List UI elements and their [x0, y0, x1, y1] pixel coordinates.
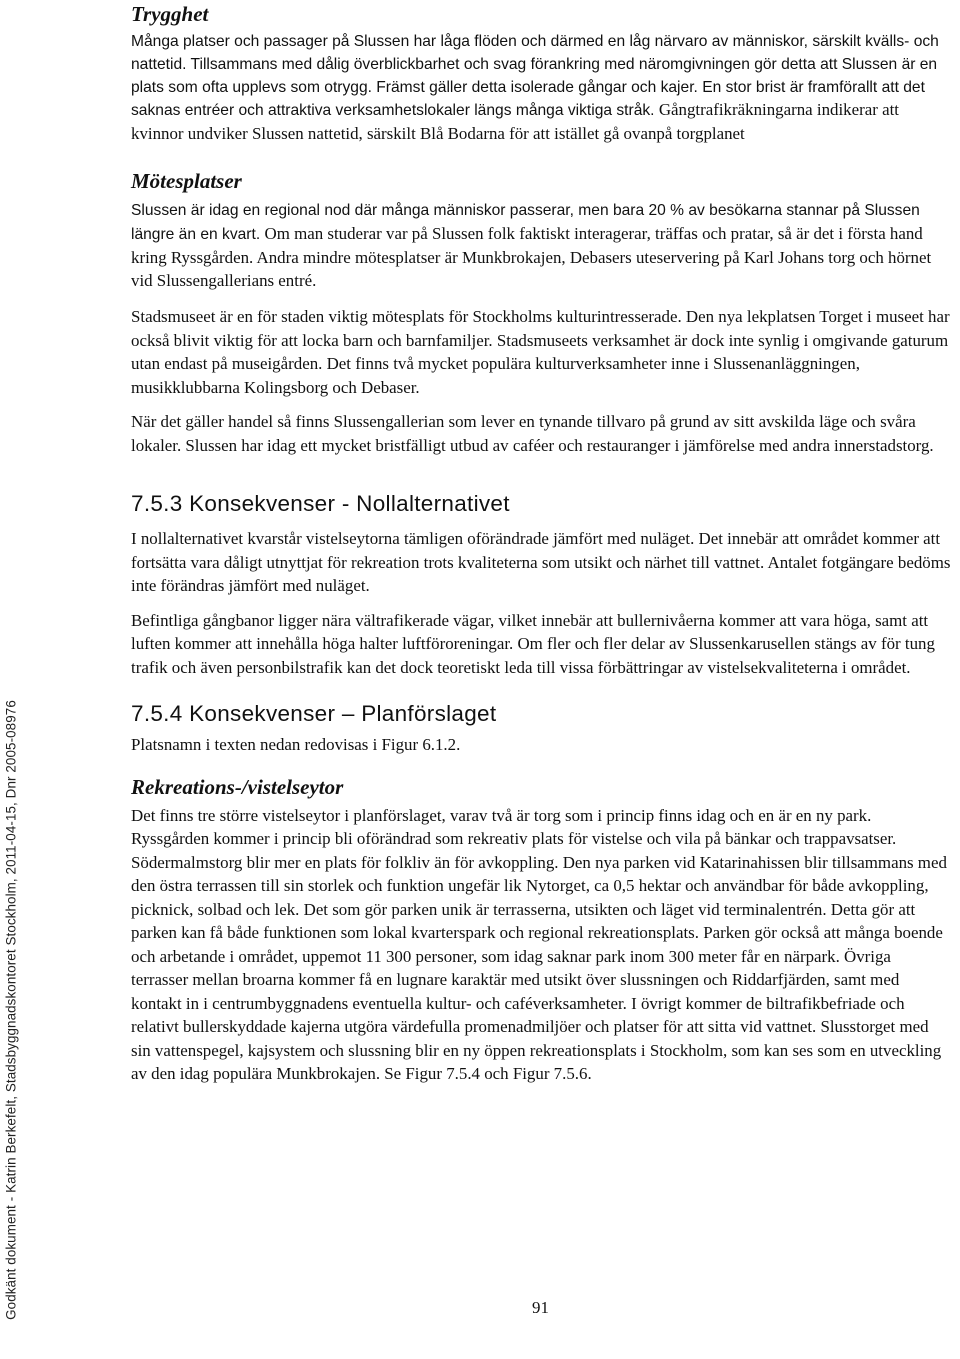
heading-7-5-3: 7.5.3 Konsekvenser - Nollalternativet — [131, 491, 510, 517]
paragraph-rekreation: Det finns tre större vistelseytor i planförslaget, varav två är torg som i princip finns idag och en är en ny park. Ryssgården kommer i princip bli oförändrad som rekreativ plats för vistelse och vila på bänkar och trappavsatser. Södermalmstorg blir mer en plats för folkliv än för avkoppling. Den nya parken vid Katarinahissen blir tillsammans med den östra terrassen till sin storlek och funktion ungefär lik Nytorget, ca 0,5 hektar och användbar för både avkoppling, picknick, solbad och lek. Det som gör parken unik är terrasserna, utsikten och läget vid terminalentrén. Detta gör att parken kan få både funktionen som lokal kvarterspark och regional rekreationsplats. Parken gör också att många boende och arbetande i området, uppemot 11 300 personer, som idag saknar park inom 300 meter får en närpark. Övriga terrasser mellan broarna kommer få en lugnare karaktär med utsikt över slussningen och Riddarfjärden, samt med kontakt in i centrumbyggnadens eventuella kultur- och caféverksamheter. I övrigt kommer de biltrafikbefriade och relativt bullerskyddade kajerna utgöra värdefulla promenadmiljöer och platser för att sitta vid vattnet. Slusstorget med sin vattenspegel, kajsystem och slussning blir en ny öppen rekreationsplats i Stockholm, som kan ses som en utveckling av den idag populära Munkbrokajen. Se Figur 7.5.4 och Figur 7.5.6. — [131, 805, 947, 1084]
paragraph-motesplatser-3: När det gäller handel så finns Slussengallerian som lever en tynande tillvaro på grund av sitt avskilda läge och svåra lokaler. Slussen har idag ett mycket bristfälligt utbud av caféer och restauranger i jämförelse med andra innerstadstorg. — [131, 412, 934, 455]
heading-rekreation: Rekreations-/vistelseytor — [131, 774, 344, 799]
heading-trygghet: Trygghet — [131, 2, 209, 26]
paragraph-trygghet-part2: Gångtrafikräkningarna indikerar att kvinnor undviker Slussen nattetid, särskilt Blå Bodarna för att istället gå ovanpå torgplanet — [131, 100, 899, 144]
page-number: 91 — [532, 1298, 549, 1317]
heading-7-5-4: 7.5.4 Konsekvenser – Planförslaget — [131, 701, 497, 727]
page-content — [131, 0, 951, 1086]
paragraph-7-5-4: Platsnamn i texten nedan redovisas i Figur 6.1.2. — [131, 735, 461, 755]
paragraph-7-5-3-2: Befintliga gångbanor ligger nära vältrafikerade vägar, vilket innebär att bullernivåerna kommer att vara höga, samt att luften kommer att innehålla höga halter luftföroreningar. Om fler och fler delar av Slussenkarusellen stängs av för tung trafik och även personbilstrafik kan det dock teoretiskt leda till vissa förbättringar av vistelsekvaliteterna i området. — [131, 610, 935, 677]
approval-stamp — [0, 0, 22, 1359]
approval-stamp-text: Godkänt dokument - Katrin Berkefelt, Stadsbyggnadskontoret Stockholm, 2011-04-15, Dnr 2005-08976 — [3, 700, 19, 1320]
paragraph-motesplatser-1-part2: Om man studerar var på Slussen folk faktiskt interagerar, träffas och pratar, så är det i första hand kring Ryssgården. Andra mindre mötesplatser är Munkbrokajen, Debasers uteservering på Karl Johans torg och hörnet vid Slussengallerians entré. — [131, 223, 932, 291]
paragraph-motesplatser-1 — [131, 200, 951, 294]
paragraph-motesplatser-1-part1: Slussen är idag en regional nod där många människor passerar, men bara 20 % av besökarna stannar på Slussen längre än en kvart. — [131, 201, 920, 243]
heading-motesplatser: Mötesplatser — [131, 168, 242, 193]
paragraph-trygghet-part1: Många platser och passager på Slussen har låga flöden och därmed en låg närvaro av människor, särskilt kvälls- och nattetid. Tillsammans med dålig överblickbarhet och svag förankring med näromgivningen gör detta att Slussen är en plats som ofta upplevs som otrygg. Främst gäller detta isolerade gångar och kajer. En stor brist är framförallt att det saknas entréer och attraktiva verksamhetslokaler längs många viktiga stråk. — [131, 33, 939, 120]
paragraph-trygghet — [131, 31, 951, 147]
paragraph-motesplatser-2: Stadsmuseet är en för staden viktig mötesplats för Stockholms kulturintresserade. Den nya lekplatsen Torget i museet har också blivit viktig för att locka barn och barnfamiljer. Stadsmuseets verksamhet är dock inte synlig i omgivande gaturum utan endast på museigården. Det finns två mycket populära kulturverksamheter inne i Slussenanläggningen, musikklubbarna Kolingsborg och Debaser. — [131, 307, 950, 397]
paragraph-7-5-3-1: I nollalternativet kvarstår vistelseytorna tämligen oförändrade jämfört med nuläget. Det innebär att området kommer att fortsätta vara dåligt utnyttjat för rekreation trots kvaliteterna som utsikt och närhet till vattnet. Antalet fotgängare bedöms inte förändras jämfört med nuläget. — [131, 529, 951, 596]
